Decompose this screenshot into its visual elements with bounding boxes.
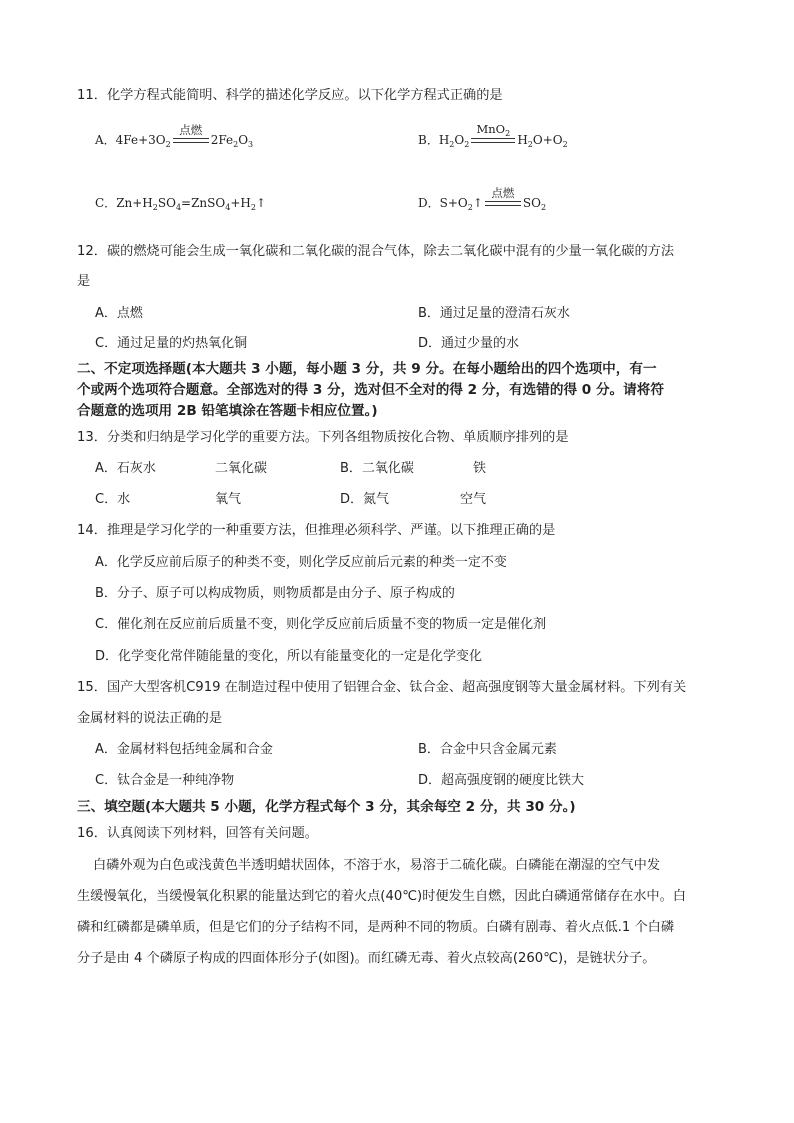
- q13-option-a[interactable]: A．石灰水: [95, 461, 156, 476]
- q13-stem: 13．分类和归纳是学习化学的重要方法。下列各组物质按化合物、单质顺序排列的是: [77, 430, 569, 445]
- q11-option-b[interactable]: B．$H_2O_2$ MnO$_2$ $H_2O+O_2$: [418, 121, 568, 149]
- q13-option-c-second: 氧气: [215, 492, 242, 507]
- q12-option-a[interactable]: A．点燃: [95, 306, 143, 321]
- q16-paragraph-line1: 白磷外观为白色或浅黄色半透明蜡状固体，不溶于水，易溶于二硫化碳。白磷能在潮湿的空气中发: [93, 858, 661, 873]
- section2-heading-line2: 个或两个选项符合题意。全部选对的得 3 分，选对但不全对的得 2 分，有选错的得 0 分。请将符: [77, 382, 664, 398]
- q11-option-a[interactable]: A．$4Fe+3O_2$ 点燃 $2Fe_2O_3$: [95, 122, 254, 149]
- section2-heading-line1: 二、不定项选择题(本大题共 3 小题，每小题 3 分，共 9 分。在每小题给出的四个选项中，有一: [77, 361, 657, 377]
- q11-stem: 11．化学方程式能简明、科学的描述化学反应。以下化学方程式正确的是: [77, 88, 503, 103]
- reaction-condition-mark: 点燃: [173, 135, 209, 147]
- q13-option-a-second: 二氧化碳: [215, 461, 268, 476]
- q16-stem: 16．认真阅读下列材料，回答有关问题。: [77, 826, 318, 841]
- q15-option-b[interactable]: B．合金中只含金属元素: [418, 742, 557, 757]
- q12-stem-line2: 是: [77, 274, 91, 289]
- q14-stem: 14．推理是学习化学的一种重要方法，但推理必须科学、严谨。以下推理正确的是: [77, 523, 556, 538]
- q15-option-a[interactable]: A．金属材料包括纯金属和合金: [95, 742, 273, 757]
- q13-option-b-second: 铁: [473, 461, 487, 476]
- reaction-condition-mark: MnO$_2$: [471, 135, 515, 147]
- q13-option-b[interactable]: B．二氧化碳: [340, 461, 414, 476]
- q11-option-c[interactable]: C．$Zn+H_2SO_4=ZnSO_4+H_2↑$: [95, 196, 266, 212]
- q12-option-c[interactable]: C．通过足量的灼热氧化铜: [95, 336, 248, 351]
- q14-option-c[interactable]: C．催化剂在反应前后质量不变，则化学反应前后质量不变的物质一定是催化剂: [95, 617, 547, 632]
- q14-option-a[interactable]: A．化学反应前后原子的种类不变，则化学反应前后元素的种类一定不变: [95, 555, 507, 570]
- q12-option-d[interactable]: D．通过少量的水: [418, 336, 520, 351]
- q14-option-d[interactable]: D．化学变化常伴随能量的变化，所以有能量变化的一定是化学变化: [95, 649, 483, 664]
- q16-paragraph-line2: 生缓慢氧化，当缓慢氧化积累的能量达到它的着火点(40℃)时便发生自燃，因此白磷通常储存在水中。白: [77, 889, 686, 904]
- q14-option-b[interactable]: B．分子、原子可以构成物质，则物质都是由分子、原子构成的: [95, 586, 455, 601]
- q13-option-d-second: 空气: [460, 492, 487, 507]
- section3-heading: 三、填空题(本大题共 5 小题，化学方程式每个 3 分，其余每空 2 分，共 30 分。): [77, 799, 576, 815]
- q12-stem-line1: 12．碳的燃烧可能会生成一氧化碳和二氧化碳的混合气体，除去二氧化碳中混有的少量一氧化碳的方法: [77, 244, 675, 259]
- reaction-condition-mark: 点燃: [485, 198, 521, 210]
- section2-heading-line3: 合题意的选项用 2B 铅笔填涂在答题卡相应位置。): [77, 403, 378, 419]
- q13-option-c[interactable]: C．水: [95, 492, 131, 507]
- q11-option-d[interactable]: D．$S+O_2↑$ 点燃 $SO_2$: [418, 185, 547, 212]
- q15-option-c[interactable]: C．钛合金是一种纯净物: [95, 773, 235, 788]
- q16-paragraph-line4: 分子是由 4 个磷原子构成的四面体形分子(如图)。而红磷无毒、着火点较高(260℃)，是链状分子。: [77, 951, 656, 966]
- q16-paragraph-line3: 磷和红磷都是磷单质，但是它们的分子结构不同，是两种不同的物质。白磷有剧毒、着火点低.1 个白磷: [77, 920, 675, 935]
- q13-option-d[interactable]: D．氮气: [340, 492, 390, 507]
- q15-stem-line2: 金属材料的说法正确的是: [77, 711, 223, 726]
- q15-stem-line1: 15．国产大型客机C919 在制造过程中使用了铝锂合金、钛合金、超高强度钢等大量金属材料。下列有关: [77, 680, 687, 695]
- q12-option-b[interactable]: B．通过足量的澄清石灰水: [418, 306, 570, 321]
- q15-option-d[interactable]: D．超高强度钢的硬度比铁大: [418, 773, 585, 788]
